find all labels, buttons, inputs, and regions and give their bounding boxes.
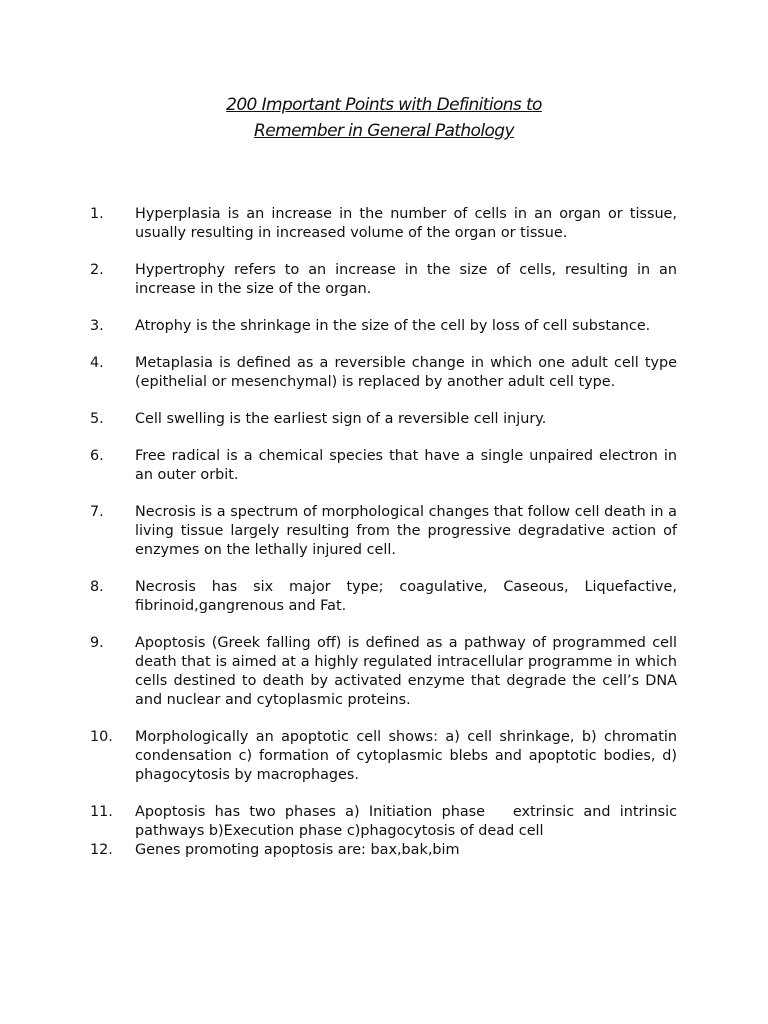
item-number: 9.	[90, 635, 104, 651]
item-text: Apoptosis has two phases a) Initiation phase extrinsic and intrinsic pathways b)Execution phase c)phagocytosis of dead cell	[135, 804, 682, 839]
page-title	[0, 92, 768, 144]
item-number: 1.	[90, 206, 104, 222]
item-number: 7.	[90, 504, 104, 520]
item-text: Cell swelling is the earliest sign of a reversible cell injury.	[135, 411, 547, 427]
item-text: Atrophy is the shrinkage in the size of the cell by loss of cell substance.	[135, 318, 651, 334]
item-text: Genes promoting apoptosis are: bax,bak,bim	[135, 842, 460, 858]
item-text: Morphologically an apoptotic cell shows: a) cell shrinkage, b) chromatin condensation c) formation of cytoplasmic blebs and apoptotic bodies, d) phagocytosis by macrophages.	[135, 729, 677, 783]
item-text: Hyperplasia is an increase in the number of cells in an organ or tissue, usually resulting in increased volume of the organ or tissue.	[135, 206, 677, 241]
numbered-list	[0, 205, 768, 860]
item-number: 10.	[90, 729, 113, 745]
list-item	[0, 503, 768, 560]
list-item	[0, 578, 768, 616]
item-number: 4.	[90, 355, 104, 371]
list-item	[0, 447, 768, 485]
item-text: Hypertrophy refers to an increase in the size of cells, resulting in an increase in the size of the organ.	[135, 262, 677, 297]
item-number: 6.	[90, 448, 104, 464]
item-number: 2.	[90, 262, 104, 278]
item-number: 11.	[90, 804, 113, 820]
list-item	[0, 205, 768, 243]
title-line-2: Remember in General Pathology	[254, 121, 514, 141]
item-number: 12.	[90, 842, 113, 858]
item-number: 5.	[90, 411, 104, 427]
item-text: Metaplasia is defined as a reversible change in which one adult cell type (epithelial or mesenchymal) is replaced by another adult cell type.	[135, 355, 677, 390]
item-number: 8.	[90, 579, 104, 595]
list-item	[0, 261, 768, 299]
list-item	[0, 317, 768, 336]
item-text: Necrosis has six major type; coagulative, Caseous, Liquefactive, fibrinoid,gangrenous and Fat.	[135, 579, 677, 614]
item-text: Necrosis is a spectrum of morphological changes that follow cell death in a living tissue largely resulting from the progressive degradative action of enzymes on the lethally injured cell.	[135, 504, 677, 558]
item-text: Apoptosis (Greek falling off) is defined as a pathway of programmed cell death that is aimed at a highly regulated intracellular programme in which cells destined to death by activated enzyme that degrade the cell’s DNA and nuclear and cytoplasmic proteins.	[135, 635, 677, 708]
item-text: Free radical is a chemical species that have a single unpaired electron in an outer orbit.	[135, 448, 677, 483]
list-item	[0, 841, 768, 860]
item-number: 3.	[90, 318, 104, 334]
list-item	[0, 410, 768, 429]
list-item	[0, 803, 768, 841]
list-item	[0, 634, 768, 710]
list-item	[0, 728, 768, 785]
list-item	[0, 354, 768, 392]
title-line-1: 200 Important Points with Definitions to	[226, 95, 542, 115]
